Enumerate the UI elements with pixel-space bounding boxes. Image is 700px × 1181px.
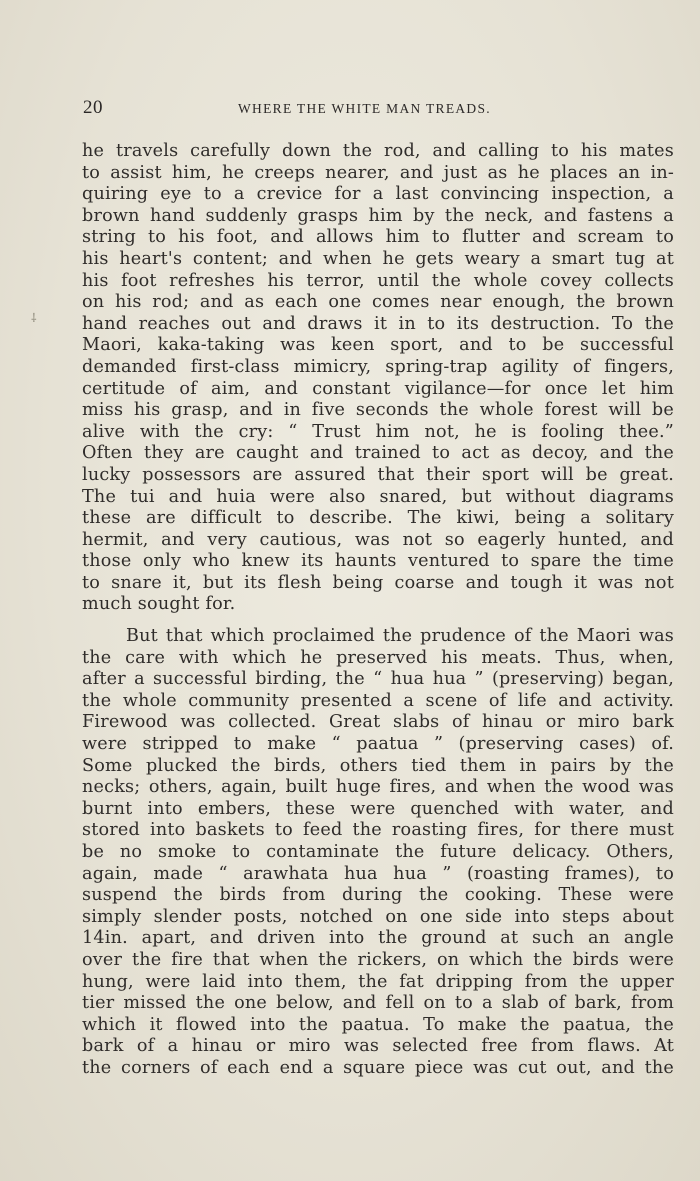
text-line: to assist him, he creeps nearer, and just as he places an in- <box>82 162 674 183</box>
text-line: hung, were laid into them, the fat dripping from the upper <box>82 971 674 992</box>
text-line: But that which proclaimed the prudence of the Maori was <box>126 626 674 647</box>
body-text <box>82 141 674 1080</box>
text-line: which it flowed into the paatua. To make the paatua, the <box>82 1014 674 1035</box>
text-line: quiring eye to a crevice for a last convincing inspection, a <box>82 184 674 205</box>
page-header <box>83 97 673 123</box>
text-line: tier missed the one below, and fell on to a slab of bark, from <box>82 993 674 1014</box>
text-line: his foot refreshes his terror, until the whole covey collects <box>82 270 674 291</box>
text-line: those only who knew its haunts ventured to spare the time <box>82 551 674 572</box>
text-line: after a successful birding, the “ hua hua ” (preserving) began, <box>82 669 674 690</box>
text-line: the care with which he preserved his meats. Thus, when, <box>82 647 674 668</box>
text-line: to snare it, but its flesh being coarse and tough it was not <box>82 572 674 593</box>
text-line: he travels carefully down the rod, and calling to his mates <box>82 141 674 161</box>
text-line: the whole community presented a scene of life and activity. <box>82 690 674 711</box>
text-line: hermit, and very cautious, was not so eagerly hunted, and <box>82 529 674 550</box>
text-line: demanded first-class mimicry, spring-trap agility of fingers, <box>82 356 674 377</box>
text-line: Some plucked the birds, others tied them in pairs by the <box>82 755 674 776</box>
text-line: burnt into embers, these were quenched with water, and <box>82 798 674 819</box>
text-line: certitude of aim, and constant vigilance—for once let him <box>82 378 674 399</box>
text-line: the corners of each end a square piece was cut out, and the <box>82 1057 674 1078</box>
text-line: bark of a hinau or miro was selected free from flaws. At <box>82 1036 674 1057</box>
text-line: were stripped to make “ paatua ” (preserving cases) of. <box>82 734 674 755</box>
text-line: his heart's content; and when he gets weary a smart tug at <box>82 248 674 269</box>
text-line: simply slender posts, notched on one side into steps about <box>82 906 674 927</box>
text-line: over the fire that when the rickers, on which the birds were <box>82 949 674 970</box>
text-line: necks; others, again, built huge fires, and when the wood was <box>82 777 674 798</box>
text-line: Firewood was collected. Great slabs of hinau or miro bark <box>82 712 674 733</box>
text-line: lucky possessors are assured that their sport will be great. <box>82 464 674 485</box>
text-line: much sought for. <box>82 594 236 615</box>
text-line: brown hand suddenly grasps him by the neck, and fastens a <box>82 205 674 226</box>
text-line: suspend the birds from during the cooking. These were <box>82 885 674 906</box>
text-line: hand reaches out and draws it in to its destruction. To the <box>82 313 674 334</box>
text-line: again, made “ arawhata hua hua ” (roasting frames), to <box>82 863 674 884</box>
text-line: The tui and huia were also snared, but without diagrams <box>82 486 674 507</box>
running-head: WHERE THE WHITE MAN TREADS. <box>238 101 491 116</box>
paragraph-1 <box>82 141 674 616</box>
paragraph-gap <box>82 616 674 626</box>
text-line: miss his grasp, and in five seconds the whole forest will be <box>82 400 674 421</box>
text-line: 14in. apart, and driven into the ground at such an angle <box>82 928 674 949</box>
text-line: these are difficult to describe. The kiwi, being a solitary <box>82 508 674 529</box>
text-line: Often they are caught and trained to act as decoy, and the <box>82 443 674 464</box>
paragraph-2 <box>82 626 674 1079</box>
text-line: string to his foot, and allows him to flutter and scream to <box>82 227 674 248</box>
text-line: be no smoke to contaminate the future delicacy. Others, <box>82 842 674 862</box>
text-line: on his rod; and as each one comes near enough, the brown <box>82 292 674 313</box>
page-number: 20 <box>83 97 103 118</box>
margin-mark-icon: ⸸ <box>31 311 37 325</box>
text-line: alive with the cry: “ Trust him not, he is fooling thee.” <box>82 421 674 442</box>
text-line: stored into baskets to feed the roasting fires, for there must <box>82 820 674 841</box>
text-line: Maori, kaka-taking was keen sport, and to be successful <box>82 335 674 356</box>
